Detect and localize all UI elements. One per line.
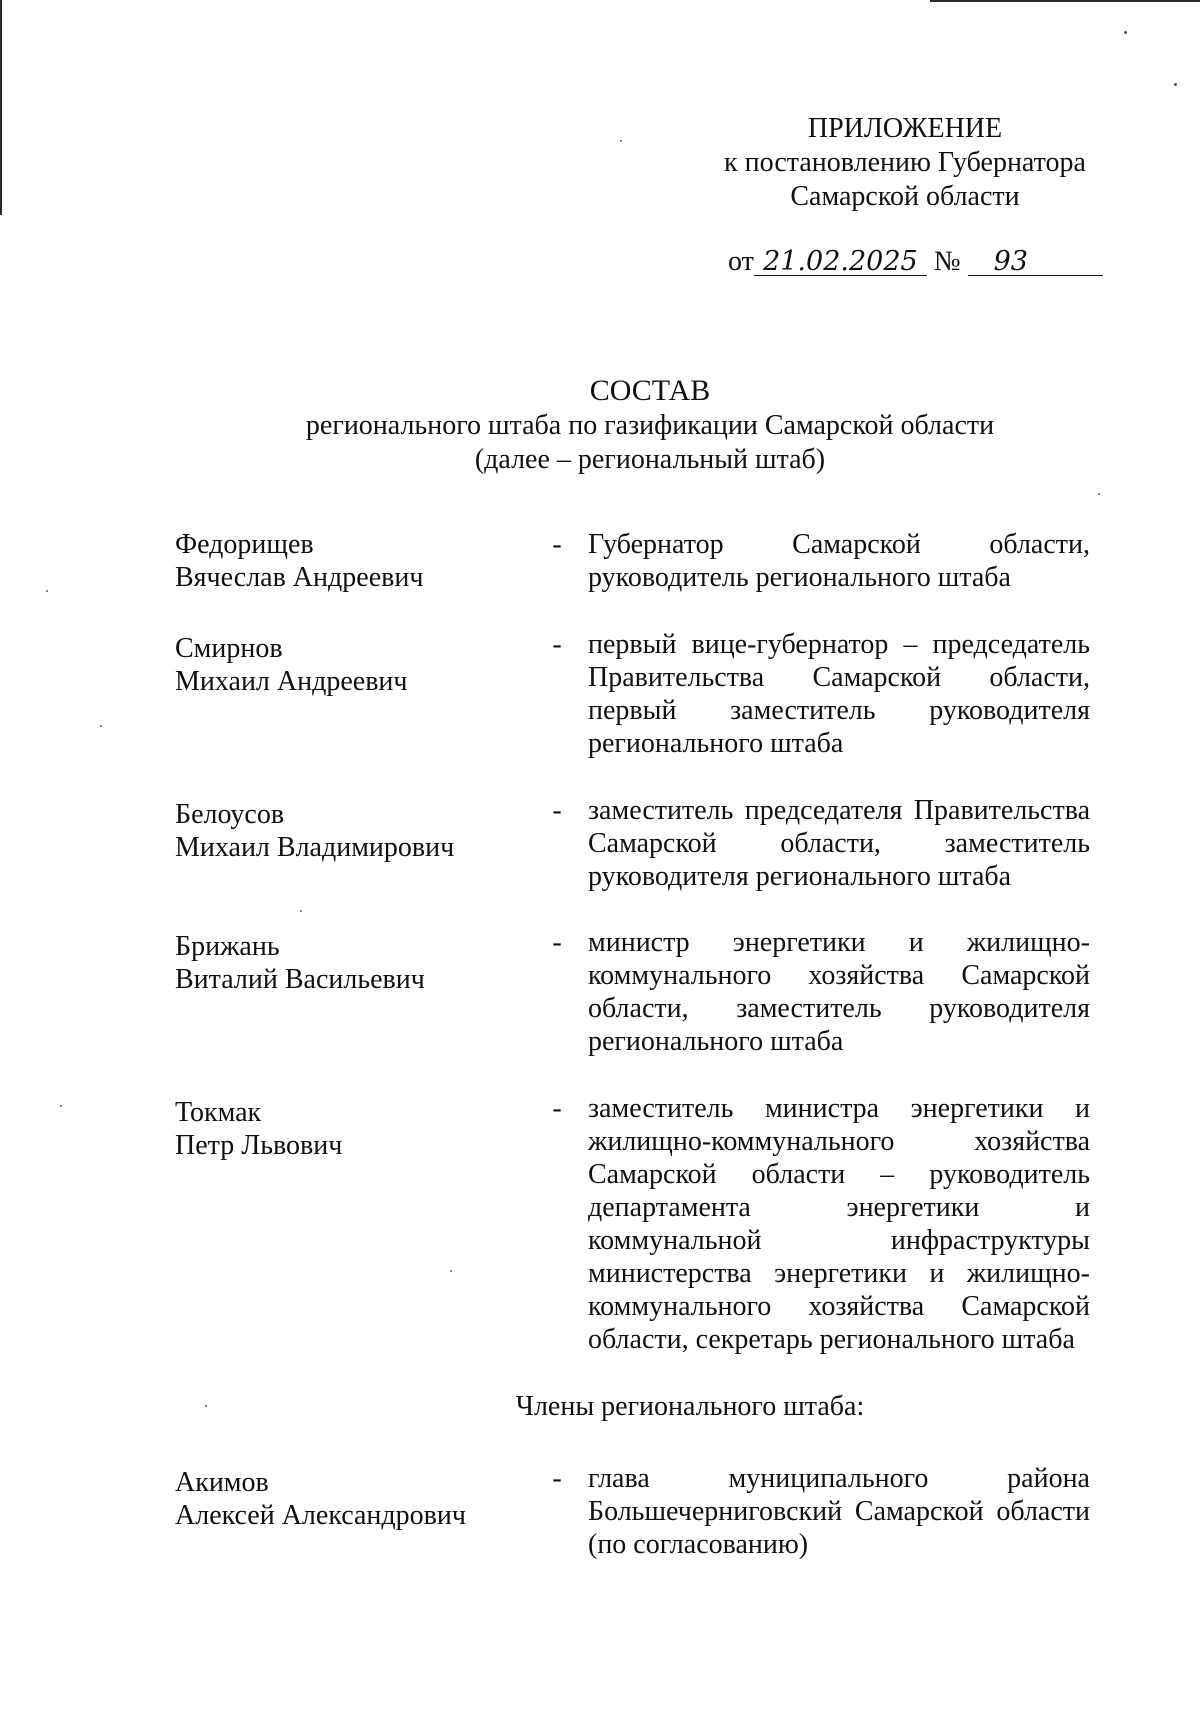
scan-speck — [1098, 493, 1100, 495]
title-main: СОСТАВ — [589, 374, 711, 407]
dash-separator: - — [552, 1093, 562, 1124]
given-name: Виталий Васильевич — [175, 964, 425, 995]
dash-separator: - — [552, 795, 562, 826]
dash-separator: - — [552, 629, 562, 660]
appendix-block — [680, 112, 1130, 214]
surname: Федорищев — [175, 529, 314, 560]
dash-separator: - — [552, 1463, 562, 1494]
scan-edge-left — [0, 0, 2, 215]
surname: Акимов — [175, 1467, 269, 1498]
scan-speck — [620, 140, 622, 142]
dash-separator: - — [552, 529, 562, 560]
person-name — [175, 798, 535, 864]
ref-number-label: № — [933, 246, 961, 277]
scan-edge-top — [930, 0, 1200, 2]
handwritten-number: 93 — [968, 249, 1103, 276]
roster-entry — [175, 1092, 1095, 1356]
surname: Белоусов — [175, 799, 285, 830]
scan-speck — [450, 1270, 452, 1272]
person-role: глава муниципального района Большечерниговский Самарской области (по согласованию) — [588, 1463, 1090, 1560]
document-reference — [728, 245, 1103, 279]
given-name: Михаил Андреевич — [175, 666, 408, 697]
person-role: заместитель министра энергетики и жилищно-коммунального хозяйства Самарской области – руководитель департамента энергетики и коммунальной инфраструктуры министерства энергетики и жилищно-коммунального хозяйства Самарской области, секретарь регионального штаба — [588, 1093, 1090, 1355]
surname: Смирнов — [175, 633, 283, 664]
appendix-line: Самарской области — [790, 181, 1020, 212]
ref-prefix: от — [728, 246, 754, 277]
scan-speck — [300, 910, 302, 912]
person-role: Губернатор Самарской области, руководитель регионального штаба — [588, 529, 1090, 593]
appendix-line: к постановлению Губернатора — [724, 147, 1086, 178]
scan-speck — [205, 1405, 207, 1407]
surname: Токмак — [175, 1097, 262, 1128]
person-role: заместитель председателя Правительства Самарской области, заместитель руководителя регионального штаба — [588, 795, 1090, 892]
scan-speck — [1174, 83, 1177, 86]
surname: Брижань — [175, 931, 280, 962]
given-name: Алексей Александрович — [175, 1500, 466, 1531]
person-name — [175, 1096, 535, 1162]
person-name — [175, 632, 535, 698]
members-heading: Члены регионального штаба: — [515, 1391, 865, 1422]
person-role: первый вице-губернатор – председатель Правительства Самарской области, первый заместитель руководителя регионального штаба — [588, 629, 1090, 759]
roster-entry — [175, 1462, 1095, 1561]
document-title — [250, 373, 1050, 477]
scan-speck — [100, 725, 102, 727]
given-name: Михаил Владимирович — [175, 832, 455, 863]
roster-entry — [175, 794, 1095, 893]
scan-speck — [60, 1105, 62, 1107]
handwritten-date: 21.02.2025 — [754, 249, 927, 276]
roster-entry — [175, 528, 1095, 594]
scan-speck — [46, 590, 48, 592]
person-name — [175, 1466, 535, 1532]
person-role: министр энергетики и жилищно-коммунального хозяйства Самарской области, заместитель руководителя регионального штаба — [588, 927, 1090, 1057]
person-name — [175, 930, 535, 996]
title-line: (далее – региональный штаб) — [474, 444, 826, 475]
roster-entry — [175, 628, 1095, 760]
title-line: регионального штаба по газификации Самарской области — [305, 410, 995, 441]
given-name: Петр Львович — [175, 1130, 343, 1161]
given-name: Вячеслав Андреевич — [175, 562, 424, 593]
dash-separator: - — [552, 927, 562, 958]
person-name — [175, 528, 535, 594]
roster-entry — [175, 926, 1095, 1058]
scan-speck — [1124, 31, 1127, 34]
appendix-title: ПРИЛОЖЕНИЕ — [807, 113, 1003, 144]
roster — [175, 528, 1095, 1561]
